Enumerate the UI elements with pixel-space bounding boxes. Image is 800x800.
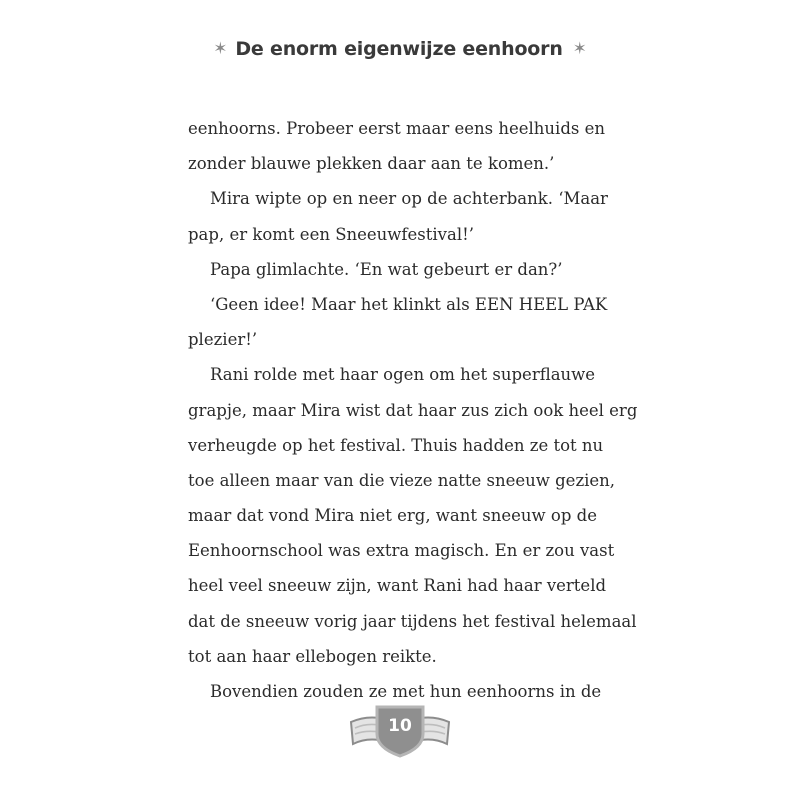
text-line: eenhoorns. Probeer eerst maar eens heelhuids en (188, 119, 605, 138)
page-number-badge (345, 700, 455, 760)
text-line: Rani rolde met haar ogen om het superflauwe (210, 365, 596, 385)
page-number: 10 (388, 716, 412, 736)
text-line: Bovendien zouden ze met hun eenhoorns in de (210, 682, 602, 701)
text-line: maar dat vond Mira niet erg, want sneeuw op de (188, 506, 597, 526)
text-line: tot aan haar ellebogen reikte. (188, 646, 437, 666)
running-header (0, 38, 800, 60)
book-title: De enorm eigenwijze eenhoorn (235, 38, 563, 60)
text-line: toe alleen maar van die vieze natte sneeuw gezien, (188, 470, 616, 490)
text-line: dat de sneeuw vorig jaar tijdens het festival helemaal (188, 611, 637, 631)
text-line: plezier!’ (188, 330, 258, 350)
star-icon: ✶ (213, 39, 228, 59)
star-icon: ✶ (572, 39, 587, 59)
text-line: Mira wipte op en neer op de achterbank. ‘Maar (210, 189, 608, 209)
text-line: verheugde op het festival. Thuis hadden ze tot nu (188, 435, 604, 455)
text-line: Papa glimlachte. ‘En wat gebeurt er dan?’ (210, 259, 563, 279)
body-text (188, 111, 638, 709)
text-line: pap, er komt een Sneeuwfestival!’ (188, 224, 474, 244)
text-line: Eenhoornschool was extra magisch. En er zou vast (188, 541, 615, 561)
text-line: zonder blauwe plekken daar aan te komen.’ (188, 154, 555, 174)
text-line: ‘Geen idee! Maar het klinkt als EEN HEEL PAK (210, 294, 608, 314)
text-line: grapje, maar Mira wist dat haar zus zich ook heel erg (188, 400, 638, 420)
text-line: heel veel sneeuw zijn, want Rani had haar verteld (188, 576, 607, 596)
